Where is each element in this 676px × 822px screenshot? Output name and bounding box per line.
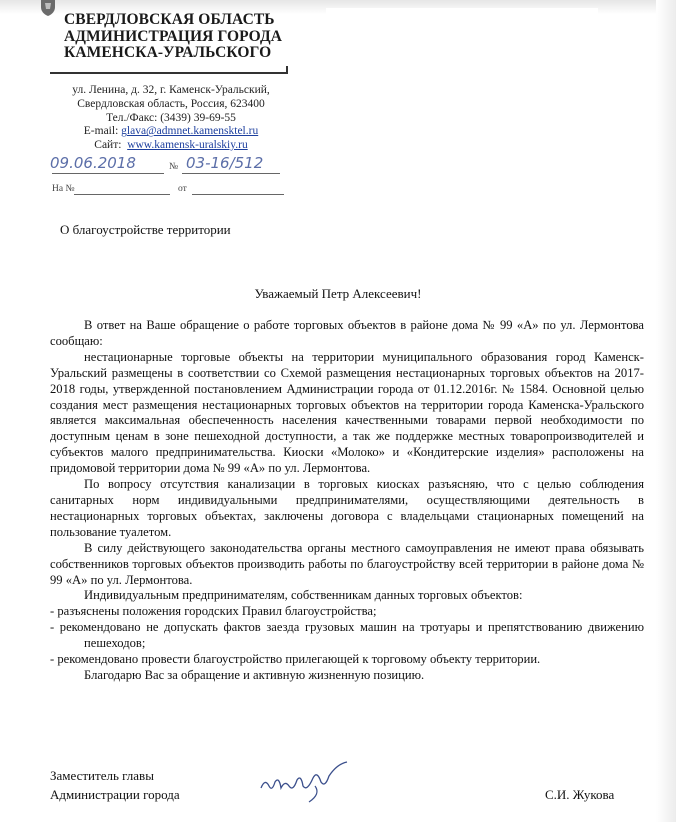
paragraph: Индивидуальным предпринимателям, собственникам данных торговых объектов:: [84, 588, 523, 603]
list-item: - рекомендовано не допускать фактов заезда грузовых машин на тротуары и препятствованию движению пешеходов;: [50, 620, 644, 651]
title-line-city: КАМЕНСКА-УРАЛЬСКОГО: [64, 44, 272, 61]
list-item: - разъяснены положения городских Правил благоустройства;: [50, 604, 377, 619]
date-underline: [52, 164, 164, 174]
email-label: E-mail:: [83, 125, 119, 138]
letter-subject: О благоустройстве территории: [60, 222, 231, 237]
paragraph: В ответ на Ваше обращение о работе торговых объектов в районе дома № 99 «А» по ул. Лермонтова сообщаю:: [50, 318, 644, 348]
registration-incoming: [52, 184, 187, 194]
ref-from-label: от: [178, 184, 187, 194]
handwritten-signature: [255, 758, 365, 809]
site-link[interactable]: www.kamensk-uralskiy.ru: [127, 139, 248, 152]
paragraph: В силу действующего законодательства органы местного самоуправления не имеют права обязывать собственников торговых объектов производить работы по благоустройству всей территории в районе дома № 99 «А» по ул. Лермонтова.: [50, 540, 644, 587]
position-line: Заместитель главы: [50, 768, 154, 783]
ref-number-label: На №: [52, 184, 75, 194]
signatory-position: [50, 766, 180, 804]
coat-of-arms-icon: [38, 0, 58, 21]
paragraph: По вопросу отсутствия канализации в торговых киосках разъясняю, что с целью соблюдения санитарных норм индивидуальными предпринимателями, осуществляющими деятельность в нестационарных торговых объектах, заключены договора с владельцами стационарных помещений на пользование туалетом.: [50, 477, 644, 539]
ref-number-underline: [74, 185, 170, 195]
letter-body: [50, 318, 644, 684]
paragraph: Благодарю Вас за обращение и активную жизненную позицию.: [84, 667, 425, 682]
registration-number: 03-16/512: [186, 154, 264, 172]
ref-from-underline: [192, 185, 284, 195]
title-line-region: СВЕРДЛОВСКАЯ ОБЛАСТЬ: [64, 11, 275, 28]
address-line: Свердловская область, Россия, 623400: [77, 97, 265, 110]
page-right-shadow: [656, 0, 676, 822]
number-label: №: [169, 162, 179, 172]
site-line: [56, 139, 286, 153]
blank-area: [326, 8, 598, 82]
email-link[interactable]: glava@admnet.kamensktel.ru: [121, 125, 259, 138]
list-item: - рекомендовано провести благоустройство прилегающей к торговому объекту территории.: [50, 652, 541, 667]
header-rule: [50, 72, 288, 74]
organization-title: [64, 12, 284, 62]
address-block: [56, 84, 286, 153]
phone-line: Тел./Факс: (3439) 39-69-55: [106, 111, 236, 124]
number-underline: [182, 164, 280, 174]
salutation: Уважаемый Петр Алексеевич!: [254, 286, 422, 301]
address-line: ул. Ленина, д. 32, г. Каменск-Уральский,: [72, 84, 270, 96]
site-label: Сайт:: [94, 139, 122, 152]
email-line: [56, 125, 286, 139]
signatory-name: С.И. Жукова: [545, 787, 615, 802]
header-rule-corner: [286, 66, 288, 74]
position-line: Администрации города: [50, 787, 180, 802]
registration-date: 09.06.2018: [50, 154, 136, 172]
title-line-administration: АДМИНИСТРАЦИЯ ГОРОДА: [64, 27, 283, 45]
paragraph: нестационарные торговые объекты на территории муниципального образования город Каменск-Уральский размещены в соответствии со Схемой размещения нестационарных торговых объектов на 2017-2018 годы, утвержденной постановлением Администрации города от 01.12.2016г. № 1584. Основной целью создания мест размещения нестационарных торговых объектов на территории города Каменска-Уральского является максимальная обеспеченность населения качественными товарами первой необходимости по доступным ценам в зоне пешеходной доступности, а так же поддержке местных товаропроизводителей и субъектов малого предпринимательства. Киоски «Молоко» и «Кондитерские изделия» расположены на придомовой территории дома № 99 «А» по ул. Лермонтова.: [50, 349, 644, 476]
